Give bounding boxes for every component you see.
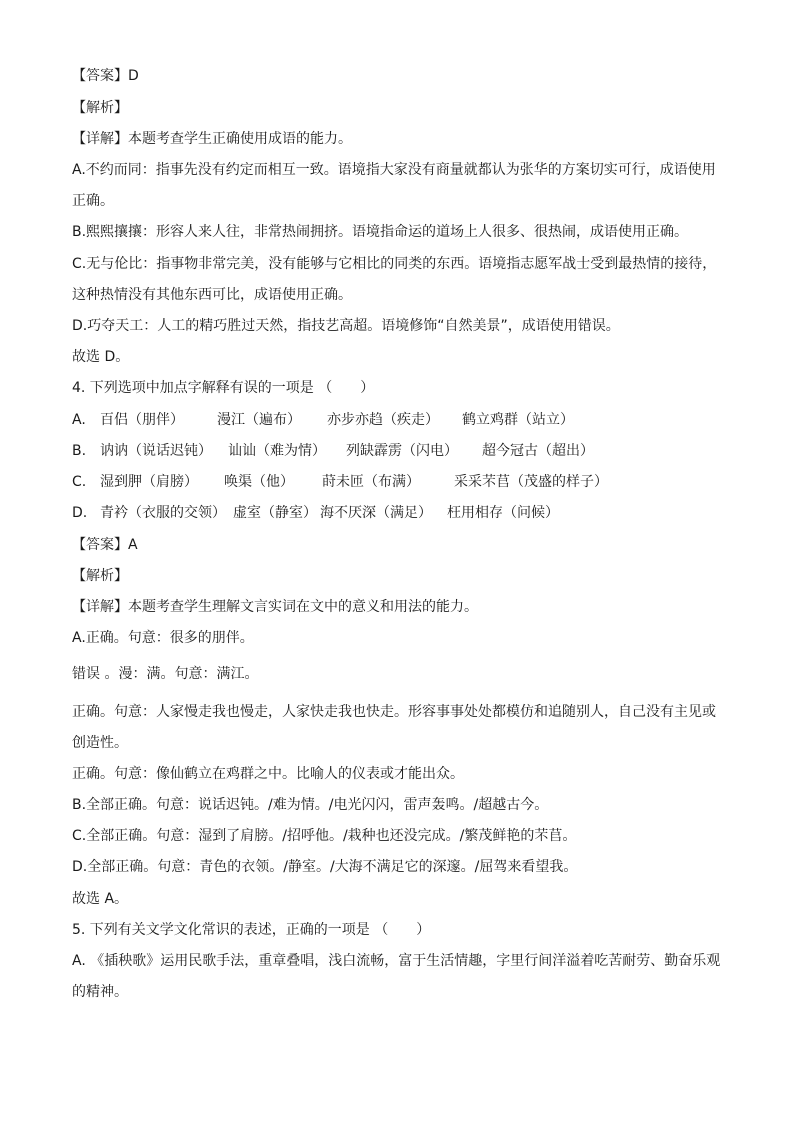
option-item: 湿到胛（肩膀）	[100, 474, 198, 490]
q4-option-b	[72, 441, 732, 461]
q5-stem: 5. 下列有关文学文化常识的表述，正确的一项是 （ ）	[72, 922, 431, 938]
q4-option-c	[72, 472, 732, 492]
q4-explain-a2: 错误 。漫：满。句意：满江。	[72, 666, 259, 682]
q3-detail: 【详解】本题考查学生正确使用成语的能力。	[72, 131, 352, 147]
option-letter: D.	[72, 505, 88, 521]
q3-option-a-line2: 正确。	[72, 193, 114, 209]
q3-conclusion: 故选 D。	[72, 349, 130, 365]
q4-option-a	[72, 410, 732, 430]
option-item: 枉用相存（问候）	[447, 505, 559, 521]
option-item: 采采芣苢（茂盛的样子）	[454, 474, 608, 490]
q5-option-a-line2: 的精神。	[72, 984, 128, 1000]
q3-option-d: D.巧夺天工：人工的精巧胜过天然，指技艺高超。语境修饰“自然美景”，成语使用错误。	[72, 318, 620, 334]
option-item: 亦步亦趋（疾走）	[327, 412, 439, 428]
q3-option-c-line2: 这种热情没有其他东西可比，成语使用正确。	[72, 287, 352, 303]
q3-analysis-heading: 【解析】	[72, 100, 128, 116]
option-item: 海不厌深（满足）	[320, 505, 432, 521]
option-item: 鹤立鸡群（站立）	[462, 412, 574, 428]
q4-explain-a1: A.正确。句意：很多的朋伴。	[72, 630, 254, 646]
q3-option-c-line1: C.无与伦比：指事物非常完美，没有能够与它相比的同类的东西。语境指志愿军战士受到最热情的接待，	[72, 256, 717, 272]
q4-conclusion: 故选 A。	[72, 891, 129, 907]
option-letter: A.	[72, 412, 86, 428]
option-item: 青衿（衣服的交领）	[100, 505, 226, 521]
q4-stem: 4. 下列选项中加点字解释有误的一项是 （ ）	[72, 380, 375, 396]
q3-answer: 【答案】D	[72, 68, 139, 84]
q4-explain-a4: 正确。句意：像仙鹤立在鸡群之中。比喻人的仪表或才能出众。	[72, 766, 464, 782]
option-letter: B.	[72, 443, 87, 459]
option-item: 虚室（静室）	[233, 505, 317, 521]
q3-option-b: B.熙熙攘攘：形容人来人往，非常热闹拥挤。语境指命运的道场上人很多、很热闹，成语使用正确。	[72, 224, 689, 240]
option-item: 漫江（遍布）	[217, 412, 301, 428]
option-item: 列缺霹雳（闪电）	[346, 443, 458, 459]
option-item: 超今冠古（超出）	[482, 443, 594, 459]
option-item: 百侣（朋伴）	[100, 412, 184, 428]
option-item: 唤渠（他）	[224, 474, 294, 490]
option-letter: C.	[72, 474, 87, 490]
q4-explain-b: B.全部正确。句意：说话迟钝。/难为情。/电光闪闪，雷声轰鸣。/超越古今。	[72, 797, 549, 813]
q4-explain-d: D.全部正确。句意：青色的衣领。/静室。/大海不满足它的深邃。/屈驾来看望我。	[72, 859, 578, 875]
q4-answer: 【答案】A	[72, 537, 138, 553]
option-item: 讷讷（说话迟钝）	[100, 443, 212, 459]
q4-explain-a3-line2: 创造性。	[72, 735, 128, 751]
q4-detail: 【详解】本题考查学生理解文言实词在文中的意义和用法的能力。	[72, 599, 478, 615]
q5-option-a-line1: A. 《插秧歌》运用民歌手法，重章叠唱，浅白流畅，富于生活情趣，字里行间洋溢着吃苦耐劳、勤奋乐观	[72, 953, 721, 969]
option-item: 莳未匝（布满）	[322, 474, 420, 490]
q4-option-d	[72, 503, 732, 523]
q4-analysis-heading: 【解析】	[72, 568, 128, 584]
q4-explain-c: C.全部正确。句意：湿到了肩膀。/招呼他。/栽种也还没完成。/繁茂鲜艳的芣苢。	[72, 828, 577, 844]
option-item: 讪讪（难为情）	[228, 443, 326, 459]
q3-option-a-line1: A.不约而同：指事先没有约定而相互一致。语境指大家没有商量就都认为张华的方案切实可行，成语使用	[72, 162, 716, 178]
q4-explain-a3-line1: 正确。句意：人家慢走我也慢走，人家快走我也快走。形容事事处处都模仿和追随别人，自己没有主见或	[72, 704, 716, 720]
